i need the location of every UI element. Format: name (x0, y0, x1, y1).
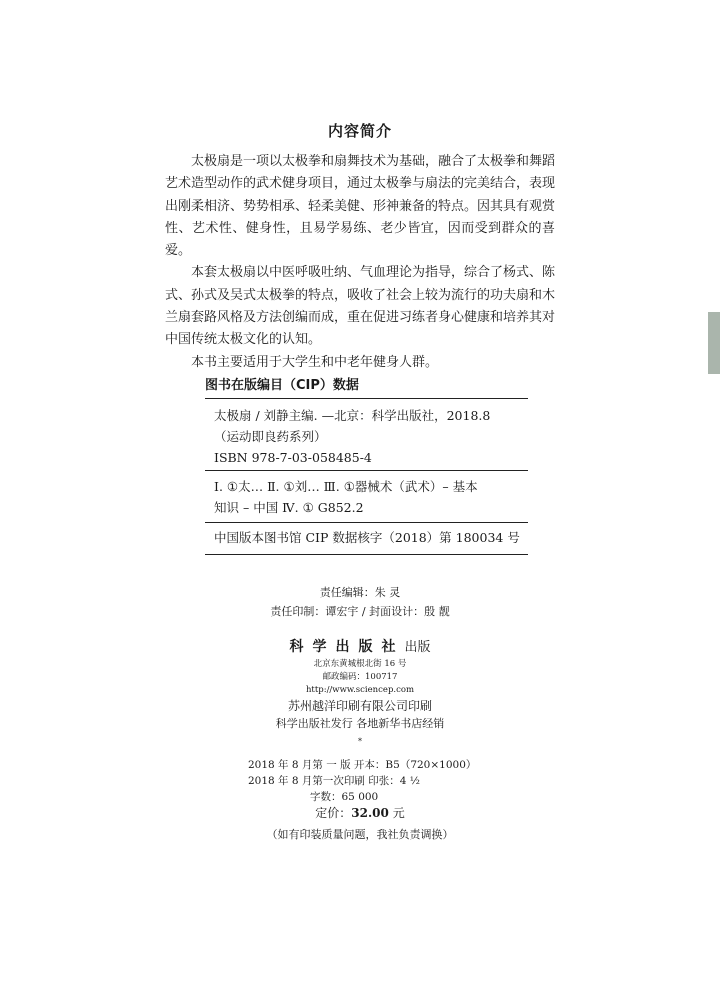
price-label: 定价： (315, 806, 352, 820)
price-line (0, 804, 720, 821)
print-design-credit: 责任印制：谭宏宇 / 封面设计：殷 靓 (270, 605, 450, 618)
cip-heading: 图书在版编目（CIP）数据 (205, 378, 359, 393)
price-unit: 元 (392, 806, 405, 820)
cip-rule-3 (205, 522, 528, 523)
intro-paragraph-3: 本书主要适用于大学生和中老年健身人群。 (191, 354, 439, 370)
edition-block (248, 757, 476, 805)
intro-text (165, 151, 555, 374)
credits (0, 583, 720, 621)
publisher-name: 科学出版社 (289, 639, 405, 655)
printer-block (0, 697, 720, 733)
publisher-url: http://www.sciencep.com (305, 685, 415, 695)
distribution-line: 科学出版社发行 各地新华书店经销 (275, 717, 445, 730)
publisher-line (0, 636, 720, 656)
separator-mark: * (358, 737, 362, 746)
cip-class-line-2: 知识 – 中国 Ⅳ. ① G852.2 (214, 500, 364, 515)
price-value: 32.00 (351, 806, 389, 820)
publisher-postcode: 邮政编码：100717 (322, 672, 398, 682)
cip-record: 中国版本图书馆 CIP 数据核字（2018）第 180034 号 (214, 530, 520, 545)
section-title: 内容简介 (327, 122, 392, 140)
publisher-address-block (0, 658, 720, 697)
cip-class-line-1: Ⅰ. ①太… Ⅱ. ①刘… Ⅲ. ①器械术（武术）– 基本 (214, 479, 478, 494)
cip-record-block (214, 527, 520, 548)
intro-paragraph-2: 本套太极扇以中医呼吸吐纳、气血理论为指导，综合了杨式、陈式、孙式及吴式太极拳的特点，吸收了社会上较为流行的功夫扇和木兰扇套路风格及方法创编而成，重在促进习练者身心健康和培养其对中国传统太极文化的认知。 (165, 265, 556, 348)
cip-isbn: ISBN 978-7-03-058485-4 (214, 450, 372, 465)
printer-name: 苏州越洋印刷有限公司印刷 (287, 699, 432, 713)
cip-top-rule (205, 398, 528, 399)
edition-line-3: 字数：65 000 (310, 791, 379, 803)
edition-line-1: 2018 年 8 月第 一 版 开本：B5（720×1000） (248, 759, 477, 771)
editor-credit: 责任编辑：朱 灵 (319, 586, 401, 599)
cip-bibliographic (214, 405, 490, 468)
quality-note: （如有印装质量问题，我社负责调换） (266, 828, 454, 841)
cip-rule-2 (205, 470, 528, 471)
publisher-suffix: 出版 (404, 640, 431, 655)
publisher-address: 北京东黄城根北街 16 号 (313, 659, 407, 669)
cip-series-line: （运动即良药系列） (214, 429, 327, 444)
edition-line-2: 2018 年 8 月第一次印刷 印张：4 ½ (248, 775, 420, 787)
cip-bottom-rule (205, 554, 528, 555)
intro-paragraph-1: 太极扇是一项以太极拳和扇舞技术为基础，融合了太极拳和舞蹈艺术造型动作的武术健身项目，通过太极拳与扇法的完美结合，表现出刚柔相济、势势相承、轻柔美健、形神兼备的特点。因其具有观赏性、艺术性、健身性，且易学易练、老少皆宜，因而受到群众的喜爱。 (165, 154, 556, 259)
cip-title-line: 太极扇 / 刘静主编. —北京：科学出版社，2018.8 (214, 408, 491, 423)
cip-classification (214, 476, 478, 518)
page-edge-tab (708, 312, 720, 374)
